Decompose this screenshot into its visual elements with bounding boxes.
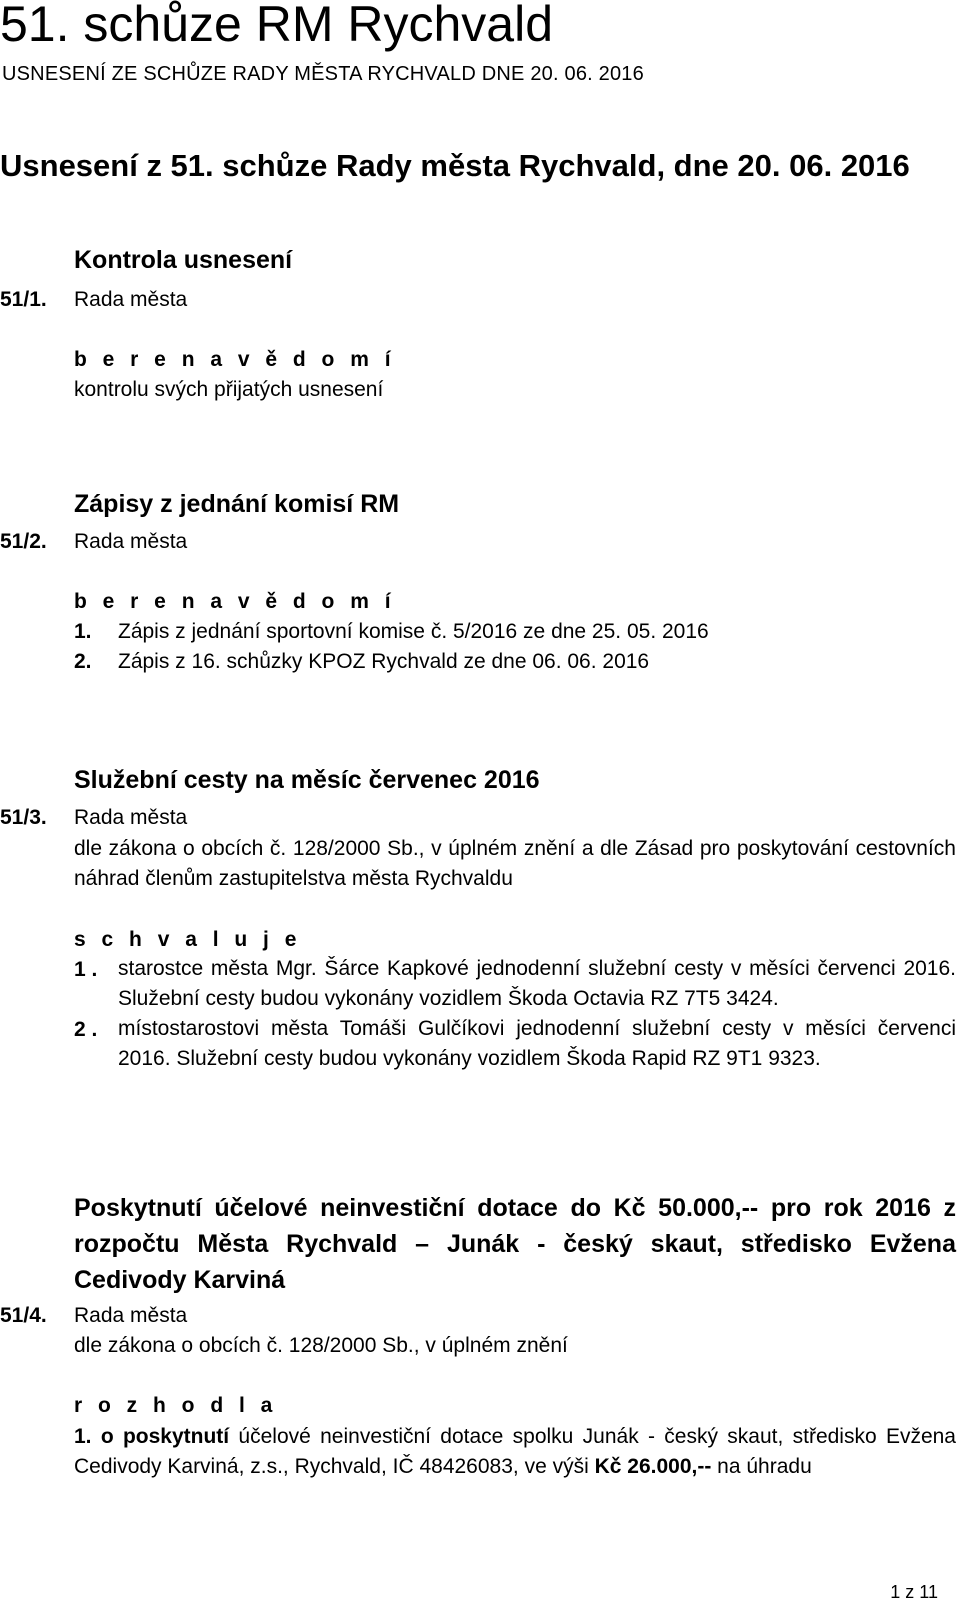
list-item-text: Zápis z 16. schůzky KPOZ Rychvald ze dne 06. 06. 2016: [118, 650, 650, 673]
item-lead: 1. o poskytnutí: [74, 1425, 230, 1448]
resolution-number: 51/2.: [0, 530, 47, 553]
resolution-text: kontrolu svých přijatých usnesení: [74, 378, 384, 401]
resolution-body: Rada města: [74, 530, 188, 553]
section-title-zapisy: Zápisy z jednání komisí RM: [74, 490, 400, 518]
resolution-number: 51/1.: [0, 288, 47, 311]
resolution-text: dle zákona o obcích č. 128/2000 Sb., v úplném znění: [74, 1334, 568, 1357]
page-number: 1 z 11: [890, 1582, 938, 1602]
item-text-end: na úhradu: [711, 1455, 812, 1478]
resolution-body: Rada města: [74, 1304, 188, 1327]
resolution-decision: s c h v a l u j e: [74, 928, 302, 951]
resolution-number: 51/3.: [0, 806, 47, 829]
document-heading: Usnesení z 51. schůze Rady města Rychvald, dne 20. 06. 2016: [0, 148, 910, 183]
list-item-number: 2.: [74, 650, 92, 673]
resolution-body: Rada města: [74, 806, 188, 829]
meeting-title: 51. schůze RM Rychvald: [0, 0, 554, 52]
item-amount: Kč 26.000,--: [594, 1455, 712, 1478]
resolution-item: [74, 1422, 956, 1482]
section-title-cesty: Služební cesty na měsíc červenec 2016: [74, 766, 540, 794]
list-item-number: 2 .: [74, 1018, 98, 1041]
list-item-number: 1 .: [74, 958, 98, 981]
list-item-text: starostce města Mgr. Šárce Kapkové jednodenní služební cesty v měsíci červenci 2016. Služební cesty budou vykonány vozidlem Škoda Octavia RZ 7T5 3424.: [118, 957, 956, 1010]
section-title-dotace: Poskytnutí účelové neinvestiční dotace do Kč 50.000,-- pro rok 2016 z rozpočtu Města Rychvald – Junák - český skaut, středisko Evžena Cedivody Karviná: [74, 1194, 956, 1294]
list-item-text: Zápis z jednání sportovní komise č. 5/2016 ze dne 25. 05. 2016: [118, 620, 709, 643]
list-item-text: místostarostovi města Tomáši Gulčíkovi jednodenní služební cesty v měsíci červenci 2016. Služební cesty budou vykonány vozidlem Škoda Rapid RZ 9T1 9323.: [118, 1017, 956, 1070]
list-item-number: 1.: [74, 620, 92, 643]
resolution-decision: r o z h o d l a: [74, 1394, 278, 1417]
section-title-kontrola: Kontrola usnesení: [74, 246, 293, 274]
resolution-decision: b e r e n a v ě d o m í: [74, 590, 396, 613]
resolution-body: Rada města: [74, 288, 188, 311]
document-subtitle: USNESENÍ ZE SCHŮZE RADY MĚSTA RYCHVALD DNE 20. 06. 2016: [2, 63, 644, 85]
resolution-decision: b e r e n a v ě d o m í: [74, 348, 396, 371]
item-text: účelové neinvestiční dotace spolku Junák - český skaut, středisko Evžena Cedivody Karviná, z.s., Rychvald, IČ 48426083, ve výši: [74, 1425, 956, 1478]
resolution-number: 51/4.: [0, 1304, 47, 1327]
resolution-text: dle zákona o obcích č. 128/2000 Sb., v úplném znění a dle Zásad pro poskytování cestovních náhrad členům zastupitelstva města Rychvaldu: [74, 837, 956, 890]
